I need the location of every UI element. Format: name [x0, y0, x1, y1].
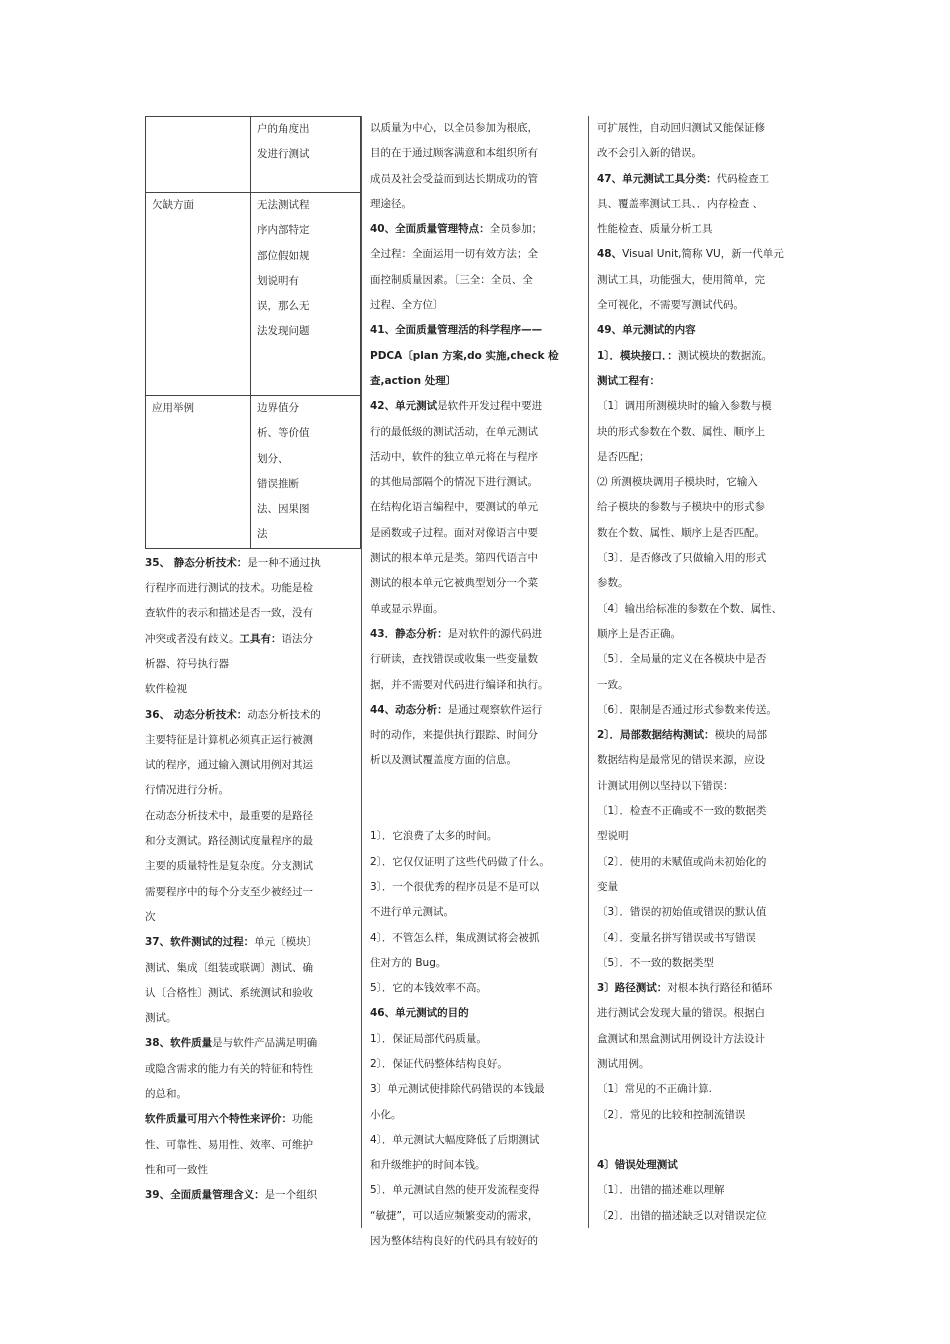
text-line: 〔4〕．变量名拼写错误或书写错误 [597, 931, 756, 944]
text-line: 时的动作，来提供执行跟踪、时间分 [370, 729, 538, 742]
bold-heading: 48、 [597, 248, 623, 261]
text-line: 2〕．它仅仅证明了这些代码做了什么。 [370, 855, 550, 868]
table-cell-line: 划分、 [257, 452, 289, 465]
text-line: 2〕．保证代码整体结构良好。 [370, 1057, 508, 1070]
text-line [597, 318, 797, 343]
table-cell-content [251, 117, 361, 193]
text-line: ⑵ 所测模块调用子模块时，它输入 [597, 476, 758, 489]
text-line: 5〕．它的本钱效率不高。 [370, 982, 487, 995]
text-line: 在动态分析技术中，最重要的是路径 [145, 809, 313, 822]
bold-heading: 查,action 处理〕 [370, 374, 457, 387]
bold-heading: 1〕．模块接口．： [597, 349, 678, 362]
bold-heading: 39、全面质量管理含义： [145, 1189, 265, 1202]
text-line: 型说明 [597, 830, 629, 843]
text-line: 活动中，软件的独立单元将在与程序 [370, 450, 538, 463]
bold-heading: 43．静态分析： [370, 627, 448, 640]
text-line: 〔1〕调用所测模块时的输入参数与模 [597, 400, 772, 413]
text-line: 需要程序中的每个分支至少被经过一 [145, 885, 313, 898]
bold-heading: 2〕．局部数据结构测试： [597, 729, 715, 742]
text-line: 36、 动态分析技术：动态分析技术的 [145, 708, 321, 721]
text-line [370, 369, 580, 394]
text-line: 改不会引入新的错误。 [597, 147, 702, 160]
table-row [146, 117, 361, 193]
text-line: 可扩展性，自动回归测试又能保证修 [597, 122, 765, 134]
text-line: 主要的质量特性是复杂度。分支测试 [145, 860, 313, 873]
text-line: 47、单元测试工具分类：代码检查工 [597, 172, 770, 185]
text-line: 数在个数、属性、顺序上是否匹配。 [597, 526, 765, 539]
text-line: 〔5〕．不一致的数据类型 [597, 956, 714, 969]
text-line: 〔1〕．出错的描述难以理解 [597, 1184, 725, 1197]
text-line: 43．静态分析：是对软件的源代码进 [370, 627, 543, 640]
text-line: 软件质量可用六个特性来评价：功能 [145, 1113, 313, 1126]
text-line: 因为整体结构良好的代码具有较好的 [370, 1235, 538, 1248]
text-line: 行的最低级的测试活动，在单元测试 [370, 425, 538, 438]
text-line: 是否匹配； [597, 450, 650, 463]
text-line: 理途径。 [370, 197, 412, 210]
text-line: 测试。 [145, 1012, 177, 1025]
bold-heading: 工具有： [239, 632, 282, 645]
text-line: 面控制质量因素。〔三全：全员、全 [370, 273, 533, 286]
text-line: 1〕．模块接口．：测试模块的数据流。 [597, 349, 773, 362]
bold-heading: 44、动态分析： [370, 703, 448, 716]
text-line: 1〕．它浪费了太多的时间。 [370, 830, 498, 843]
text-line [370, 1001, 580, 1026]
column-divider-1 [361, 116, 362, 1228]
column-2 [370, 116, 580, 1254]
text-line: 住对方的 Bug。 [370, 956, 447, 969]
text-line: 小化。 [370, 1108, 402, 1121]
text-line: 在结构化语言编程中，要测试的单元 [370, 501, 538, 514]
text-line: 据，并不需要对代码进行编译和执行。 [370, 678, 549, 691]
text-line: 的总和。 [145, 1088, 187, 1101]
text-line: 性能检查、质量分析工具 [597, 223, 713, 236]
text-line: 3〕单元测试使排除代码错误的本钱最 [370, 1083, 545, 1096]
text-line: 认〔合格性〕测试、系统测试和验收 [145, 986, 313, 999]
text-line: 测试的根本单元它被典型划分一个菜 [370, 577, 538, 590]
text-line: 试的程序，通过输入测试用例对其运 [145, 759, 313, 772]
bold-heading: 36、 动态分析技术： [145, 708, 248, 721]
text-line [597, 1153, 797, 1178]
text-line: 测试、集成〔组装或联调〕测试、确 [145, 961, 313, 974]
text-line: 〔4〕输出给标准的参数在个数、属性、 [597, 602, 783, 615]
table-cell-line: 错误推断 [257, 477, 299, 490]
text-line: 和升级维护的时间本钱。 [370, 1159, 486, 1172]
text-line: 参数。 [597, 577, 629, 590]
text-line: 目的在于通过顾客满意和本组织所有 [370, 147, 538, 160]
text-line: 成员及社会受益而到达长期成功的管 [370, 172, 538, 185]
text-line: 5〕．单元测试自然的使开发流程变得 [370, 1184, 540, 1197]
text-line [370, 799, 580, 824]
text-line: 给子模块的参数与子模块中的形式参 [597, 501, 765, 514]
text-line: 39、全面质量管理含义：是一个组织 [145, 1189, 318, 1202]
bold-heading: PDCA〔plan 方案,do 实施,check 检 [370, 349, 559, 362]
table-cell-content [251, 193, 361, 396]
text-line: 具、覆盖率测试工具、．内存检查 、 [597, 197, 764, 210]
table-cell-line: 序内部特定 [257, 224, 310, 237]
text-line [597, 1128, 797, 1153]
table-cell-line: 法、因果图 [257, 503, 310, 516]
bold-heading: 测试工程有： [597, 374, 660, 387]
table-row [146, 396, 361, 549]
text-line: 40、全面质量管理特点：全员参加； [370, 223, 543, 236]
bold-heading: 软件质量可用六个特性来评价： [145, 1113, 292, 1126]
text-line: 块的形式参数在个数、属性、顺序上 [597, 425, 765, 438]
text-line: 〔2〕．常见的比较和控制流错误 [597, 1108, 746, 1121]
text-line: 过程、全方位〕 [370, 299, 444, 312]
text-line: 以质量为中心，以全员参加为根底， [370, 122, 538, 134]
text-line: 〔3〕．错误的初始值或错误的默认值 [597, 906, 767, 919]
text-line: 4〕．不管怎么样，集成测试将会被抓 [370, 931, 540, 944]
bold-heading: 35、 静态分析技术： [145, 556, 248, 569]
table-row [146, 193, 361, 396]
text-line: 35、 静态分析技术：是一种不通过执 [145, 556, 321, 569]
table-cell-aspect: 应用举例 [146, 396, 251, 549]
text-line: 冲突或者没有歧义。工具有：语法分 [145, 632, 313, 645]
table-cell-line: 发进行测试 [257, 148, 310, 161]
table-cell-content [251, 396, 361, 549]
column-1-text [145, 551, 360, 1209]
text-line: 次 [145, 910, 156, 923]
bold-heading: 47、单元测试工具分类： [597, 172, 717, 185]
text-line: 44、动态分析：是通过观察软件运行 [370, 703, 543, 716]
table-cell-line: 部位假如规 [257, 249, 310, 262]
table-cell-line: 法 [257, 528, 268, 541]
text-line: 测试用例。 [597, 1057, 650, 1070]
text-line: 〔2〕．使用的未赋值或尚未初始化的 [597, 855, 767, 868]
table-cell-line: 误，那么无 [257, 300, 310, 313]
text-line: 软件检视 [145, 683, 187, 696]
table-cell-line: 法发现问题 [257, 325, 310, 338]
bold-heading: 42、单元测试 [370, 400, 438, 413]
bold-heading: 37、软件测试的过程： [145, 936, 255, 949]
text-line: 〔3〕．是否修改了只做输入用的形式 [597, 552, 767, 565]
text-line: 或隐含需求的能力有关的特征和特性 [145, 1062, 313, 1075]
text-line: 数据结构是最常见的错误来源，应设 [597, 754, 765, 767]
text-line: 和分支测试。路径测试度量程序的最 [145, 835, 313, 848]
text-line: 变量 [597, 880, 618, 893]
text-line: 37、软件测试的过程：单元〔模块〕 [145, 936, 318, 949]
text-line: 1〕．保证局部代码质量。 [370, 1032, 487, 1045]
text-line: 48、Visual Unit,简称 VU，新一代单元 [597, 248, 784, 261]
text-line: 测试的根本单元是类。第四代语言中 [370, 552, 538, 565]
text-line: 行情况进行分析。 [145, 784, 229, 797]
text-line: 2〕．局部数据结构测试：模块的局部 [597, 729, 768, 742]
text-line: 一致。 [597, 678, 629, 691]
bold-heading: 40、全面质量管理特点： [370, 223, 490, 236]
text-line: 计测试用例以坚持以下错误： [597, 779, 734, 792]
bold-heading: 38、软件质量 [145, 1037, 213, 1050]
text-line: 的其他局部隔个的情况下进行测试。 [370, 476, 538, 489]
text-line: 〔1〕常见的不正确计算. [597, 1083, 713, 1096]
comparison-table [145, 116, 361, 549]
bold-heading: 4〕错误处理测试 [597, 1159, 678, 1172]
table-cell-line: 边界值分 [257, 402, 299, 414]
text-line: 析以及测试覆盖度方面的信息。 [370, 754, 517, 767]
text-line: 〔1〕．检查不正确或不一致的数据类 [597, 805, 767, 818]
text-line [370, 318, 580, 343]
column-1 [145, 116, 360, 1209]
text-line: 盒测试和黑盒测试用例设计方法设计 [597, 1032, 765, 1045]
text-line [370, 774, 580, 799]
text-line: 主要特征是计算机必须真正运行被测 [145, 733, 313, 746]
text-line: 性、可靠性、易用性、效率、可维护 [145, 1138, 313, 1151]
text-line: 是函数或子过程。面对对像语言中要 [370, 526, 538, 539]
text-line: 全可视化，不需要写测试代码。 [597, 299, 744, 312]
text-line: 性和可一致性 [145, 1163, 208, 1176]
column-divider-2 [588, 116, 589, 1228]
text-line: 3〕．一个很优秀的程序员是不是可以 [370, 880, 540, 893]
column-3 [597, 116, 797, 1229]
text-line: 析器、符号执行器 [145, 657, 229, 670]
text-line [597, 369, 797, 394]
text-line [370, 344, 580, 369]
text-line: 进行测试会发现大量的错误。根据白 [597, 1007, 765, 1020]
table-cell-line: 户的角度出 [257, 123, 310, 135]
text-line: 3〕路径测试：对根本执行路径和循环 [597, 982, 773, 995]
text-line: 〔5〕．全局量的定义在各模块中是否 [597, 653, 767, 666]
text-line: 〔6〕．限制是否通过形式参数来传送。 [597, 703, 777, 716]
bold-heading: 41、全面质量管理活的科学程序—— [370, 324, 543, 337]
table-cell-line: 析、等价值 [257, 427, 310, 440]
table-cell-line: 划说明有 [257, 274, 299, 287]
bold-heading: 3〕路径测试： [597, 982, 668, 995]
bold-heading: 46、单元测试的目的 [370, 1007, 469, 1020]
text-line: 42、单元测试是软件开发过程中要进 [370, 400, 543, 413]
text-line: 顺序上是否正确。 [597, 627, 681, 640]
bold-heading: 49、单元测试的内容 [597, 324, 696, 337]
text-line: 测试工具，功能强大，使用简单，完 [597, 273, 765, 286]
text-line: 4〕．单元测试大幅度降低了后期测试 [370, 1133, 540, 1146]
table-cell-aspect [146, 117, 251, 193]
text-line: 查软件的表示和描述是否一致，没有 [145, 607, 313, 620]
table-cell-line: 无法测试程 [257, 199, 310, 211]
text-line: “敏捷”，可以适应频繁变动的需求， [370, 1209, 539, 1222]
table-cell-aspect: 欠缺方面 [146, 193, 251, 396]
text-line: 行研读，查找错误或收集一些变量数 [370, 653, 538, 666]
text-line: 行程序而进行测试的技术。功能是检 [145, 582, 313, 595]
text-line: 38、软件质量是与软件产品满足明确 [145, 1037, 318, 1050]
text-line: 全过程：全面运用一切有效方法；全 [370, 248, 538, 261]
text-line: 单或显示界面。 [370, 602, 444, 615]
text-line: 〔2〕．出错的描述缺乏以对错误定位 [597, 1209, 767, 1222]
text-line: 不进行单元测试。 [370, 906, 454, 919]
